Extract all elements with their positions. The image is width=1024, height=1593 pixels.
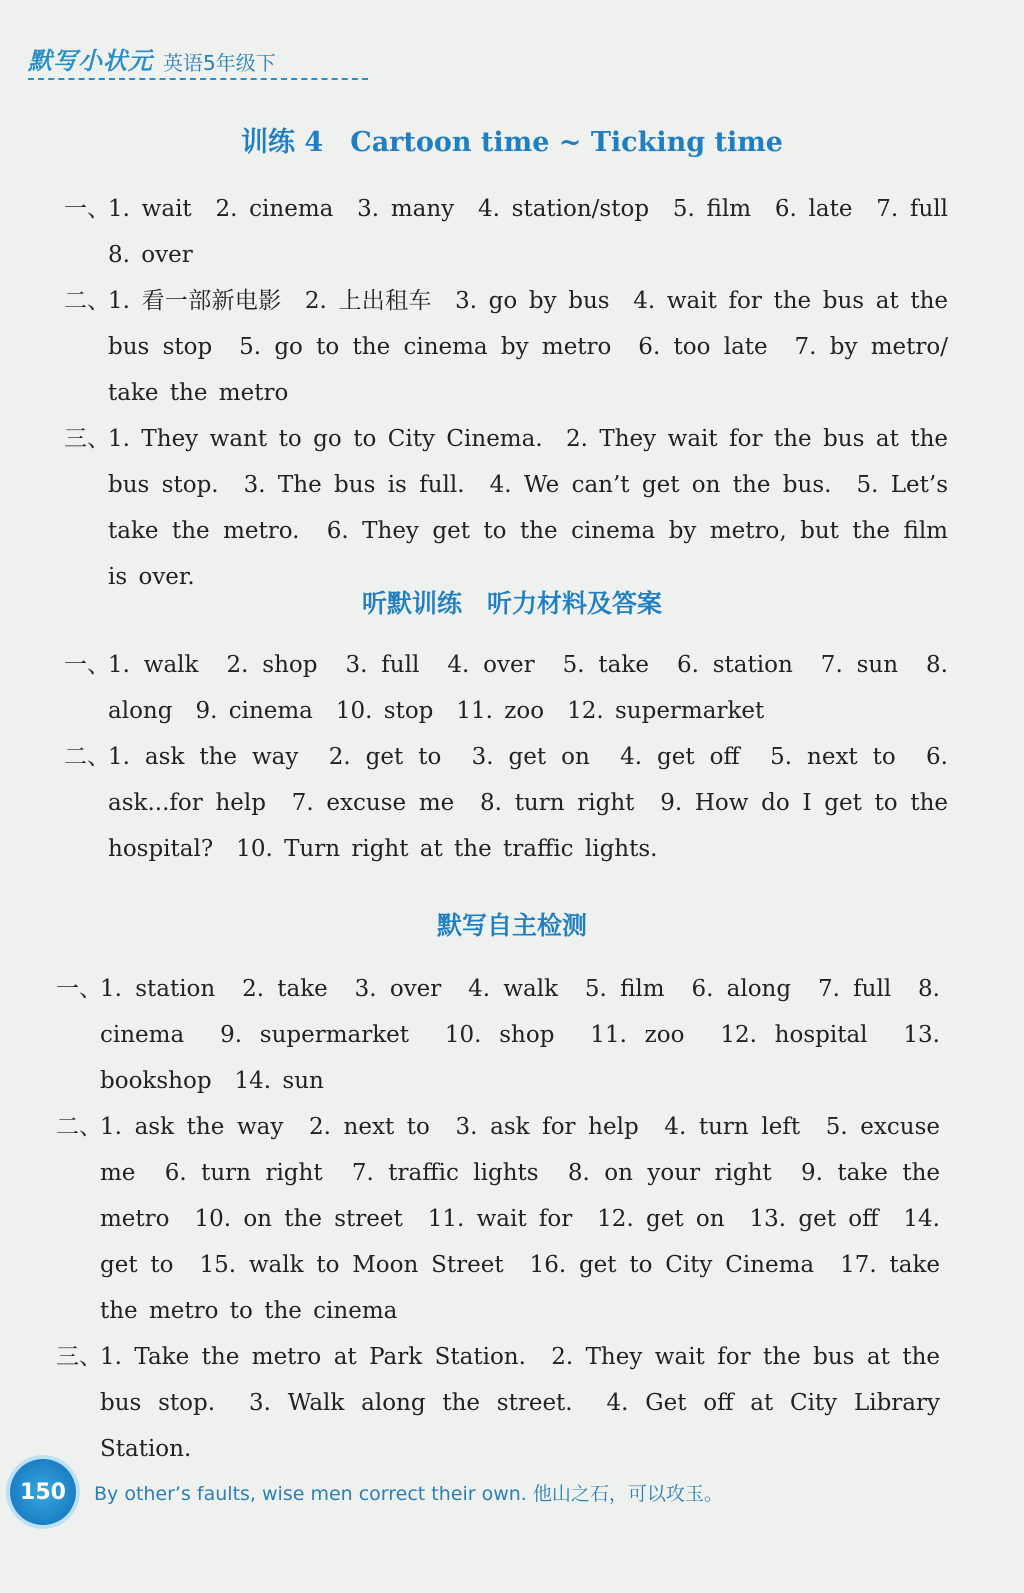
group-label: 三、: [64, 426, 110, 452]
group-label: 一、: [56, 976, 102, 1002]
answer-group: [0, 734, 1024, 872]
page-number-badge: [10, 1459, 76, 1525]
page-number: 150: [20, 1479, 66, 1505]
section-self-check: [0, 966, 1024, 1472]
group-label: 一、: [64, 652, 110, 678]
answer-text: 1. They want to go to City Cinema. 2. They wait for the bus at the bus stop. 3. The bus is full. 4. We can’t get on the bus. 5. Let’s take the metro. 6. They get to the cinema by metro, but the film is over.: [108, 426, 948, 590]
footer-motto: By other’s faults, wise men correct their own. 他山之石，可以攻玉。: [94, 1482, 723, 1505]
answer-text: 1. 看一部新电影 2. 上出租车 3. go by bus 4. wait for the bus at the bus stop 5. go to the cinema by metro 6. too late 7. by metro/ take the metro: [108, 288, 948, 406]
answer-text: 1. ask the way 2. next to 3. ask for help 4. turn left 5. excuse me 6. turn right 7. traffic lights 8. on your right 9. take the metro 10. on the street 11. wait for 12. get on 13. get off 14. get to 15. walk to Moon Street 16. get to City Cinema 17. take the metro to the cinema: [100, 1114, 940, 1324]
group-label: 一、: [64, 196, 110, 222]
group-label: 二、: [64, 744, 110, 770]
section-title-listening: 听默训练 听力材料及答案: [361, 589, 662, 618]
group-label: 二、: [56, 1114, 102, 1140]
section-training-4: [0, 186, 1024, 600]
grade-label: 英语5年级下: [163, 51, 276, 75]
page-footer: [10, 1462, 723, 1522]
answer-group: [0, 1334, 1024, 1472]
answer-text: 1. walk 2. shop 3. full 4. over 5. take 6. station 7. sun 8. along 9. cinema 10. stop 11. zoo 12. supermarket: [108, 652, 948, 724]
answer-text: 1. wait 2. cinema 3. many 4. station/stop 5. film 6. late 7. full 8. over: [108, 196, 971, 268]
group-label: 二、: [64, 288, 110, 314]
answer-group: [0, 966, 1024, 1104]
section-title-training-4: 训练 4 Cartoon time ~ Ticking time: [241, 127, 783, 158]
section-title-self-check: 默写自主检测: [436, 911, 587, 940]
answer-group: [0, 416, 1024, 600]
page-header: [28, 42, 368, 80]
group-label: 三、: [56, 1344, 102, 1370]
answer-text: 1. Take the metro at Park Station. 2. They wait for the bus at the bus stop. 3. Walk along the street. 4. Get off at City Library Station.: [100, 1344, 940, 1462]
answer-text: 1. station 2. take 3. over 4. walk 5. film 6. along 7. full 8. cinema 9. supermarket 10. shop 11. zoo 12. hospital 13. bookshop 14. sun: [100, 976, 940, 1094]
brand-title: 默写小状元: [28, 47, 153, 75]
section-listening: [0, 642, 1024, 872]
answer-group: [0, 278, 1024, 416]
answer-group: [0, 642, 1024, 734]
answer-group: [0, 186, 1024, 278]
answer-text: 1. ask the way 2. get to 3. get on 4. get off 5. next to 6. ask...for help 7. excuse me 8. turn right 9. How do I get to the hospital? 10. Turn right at the traffic lights.: [108, 744, 948, 862]
answer-group: [0, 1104, 1024, 1334]
